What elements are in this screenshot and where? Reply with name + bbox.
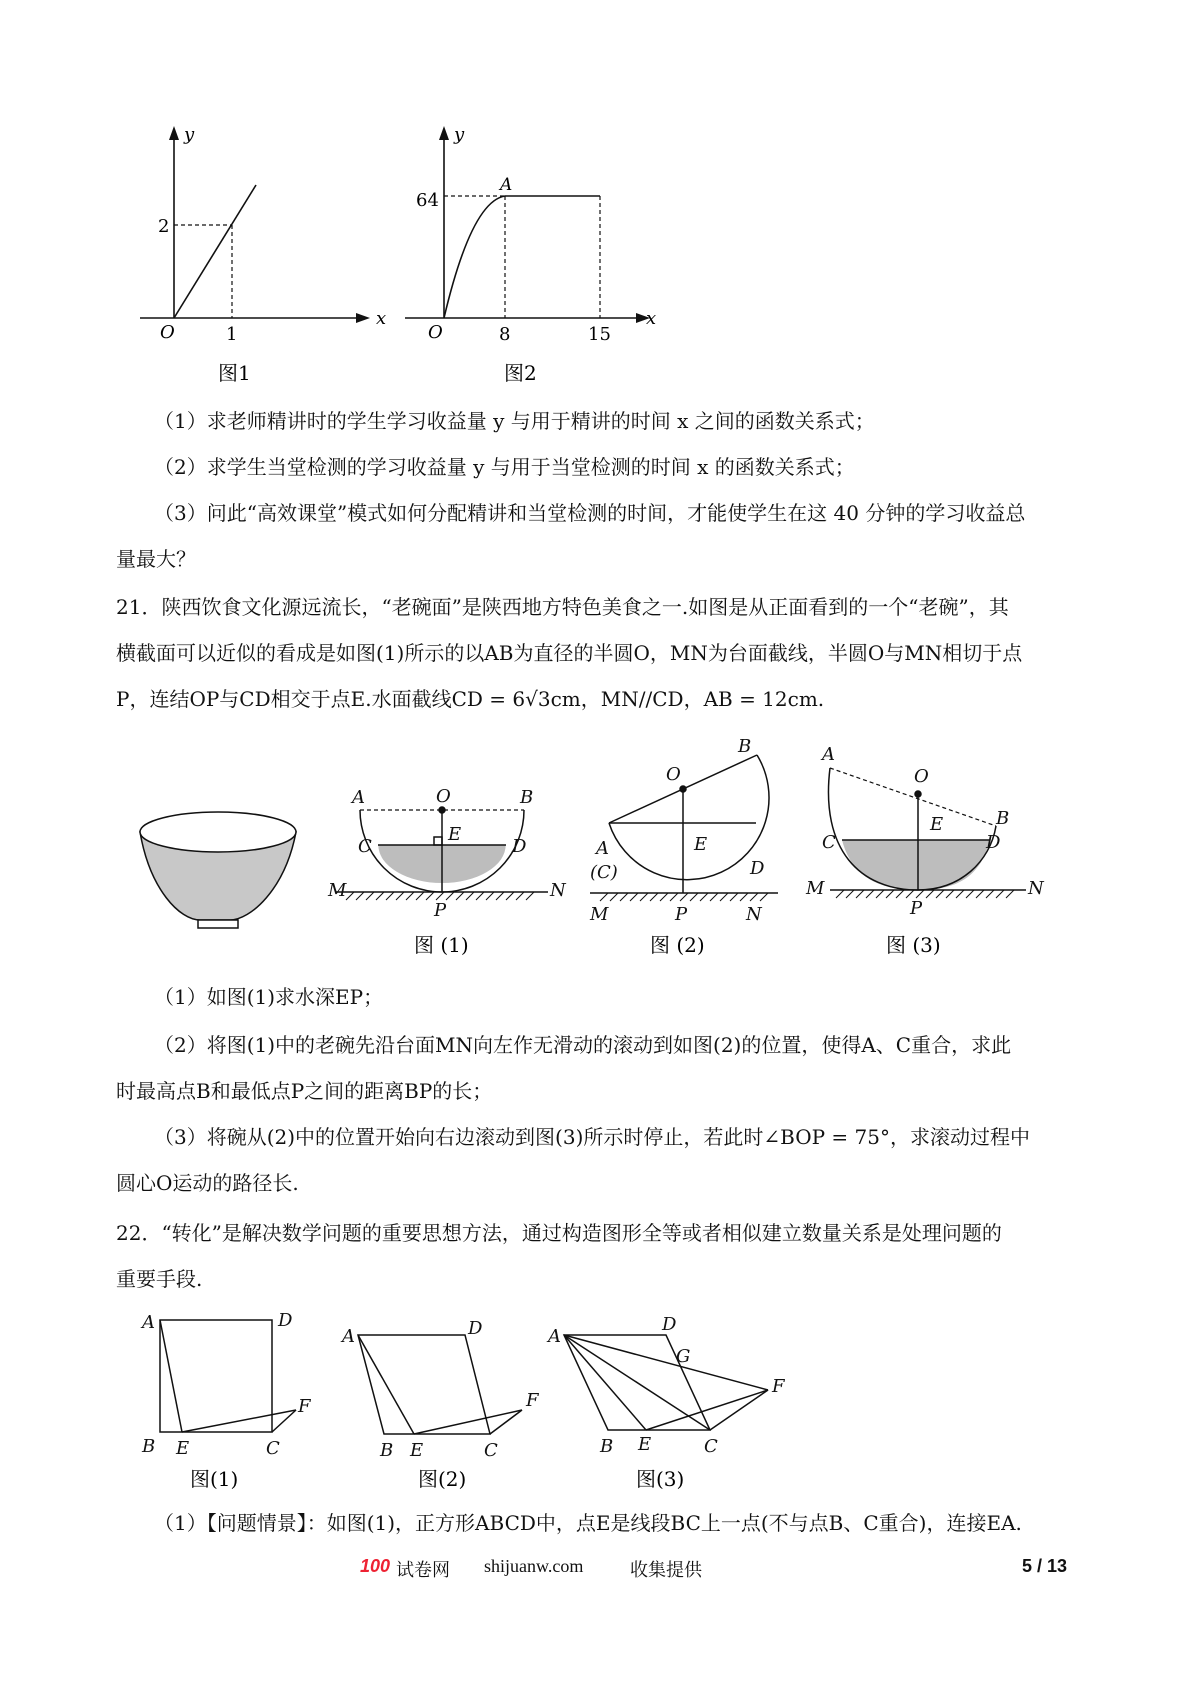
fig2-x-tick-15: 15	[588, 324, 611, 345]
rh-label-C: C	[484, 1440, 498, 1461]
fig2-label-P: P	[675, 904, 688, 925]
square-figure-1	[160, 1320, 296, 1432]
fig3-label-D: D	[986, 832, 1001, 853]
fig1-x-label: x	[376, 308, 387, 329]
bowl-illustration	[140, 812, 296, 928]
fig3-label-N: N	[1028, 878, 1044, 899]
fig2-point-label: A	[500, 175, 513, 195]
footer-site-link[interactable]: shijuanw.com	[484, 1556, 584, 1576]
fig1-label-D: D	[512, 836, 527, 857]
fig2-label-O: O	[666, 764, 681, 785]
pg-label-D: D	[662, 1314, 677, 1335]
geo-caption-3: 图(3)	[636, 1467, 685, 1491]
q21-part3-line2: 圆心O运动的路径长.	[116, 1171, 299, 1195]
q21-part2-line1: （2）将图(1)中的老碗先沿台面MN向左作无滑动的滚动到如图(2)的位置，使得A、C重合，求此	[154, 1033, 1012, 1057]
q21-part2-line2: 时最高点B和最低点P之间的距离BP的长；	[116, 1079, 493, 1103]
fig1-label-O: O	[436, 786, 451, 807]
fig1-label-P: P	[434, 900, 447, 921]
fig1-label-M: M	[328, 880, 347, 901]
footer-brand: 试卷网	[396, 1560, 450, 1580]
bowl-caption-2: 图 (2)	[650, 933, 705, 957]
fig1-x-tick: 1	[226, 324, 238, 345]
geometry-figures	[0, 1300, 1191, 1500]
fig3-label-E: E	[930, 814, 944, 835]
fig2-y-tick: 64	[416, 190, 439, 211]
fig2-origin: O	[428, 322, 443, 343]
fig1-y-tick: 2	[158, 216, 170, 237]
footer-logo: 100	[360, 1556, 391, 1576]
function-graphs	[0, 0, 1191, 400]
sq1-label-E: E	[176, 1438, 190, 1459]
pg-label-G: G	[676, 1346, 691, 1367]
q20-part3-line2: 量最大？	[116, 547, 196, 571]
fig1-y-label: y	[184, 124, 195, 145]
fig2-caption: 图2	[504, 361, 537, 385]
bowl-caption-3: 图 (3)	[886, 933, 941, 957]
fig3-label-A: A	[822, 744, 835, 765]
fig2-y-label: y	[454, 124, 465, 145]
fig1-label-E: E	[448, 824, 462, 845]
fig2-x-tick-8: 8	[499, 324, 511, 345]
fig2-x-label: x	[646, 308, 657, 329]
page-number: 5 / 13	[1022, 1556, 1068, 1576]
fig1-label-A: A	[352, 787, 365, 808]
pg-label-F: F	[772, 1376, 785, 1397]
fig3-label-P: P	[910, 898, 923, 919]
sq1-label-C: C	[266, 1438, 280, 1459]
q22-line1: 22．“转化”是解决数学问题的重要思想方法，通过构造图形全等或者相似建立数量关系是处理问题的	[116, 1221, 1002, 1245]
pg-label-B: B	[600, 1436, 614, 1457]
q22-line2: 重要手段.	[116, 1267, 203, 1291]
q20-part3-line1: （3）问此“高效课堂”模式如何分配精讲和当堂检测的时间，才能使学生在这 40 分钟的学习收益总	[154, 501, 1026, 525]
fig2-label-A: A	[596, 838, 609, 859]
q21-line3: P，连结OP与CD相交于点E.水面截线CD = 6√3cm，MN//CD，AB = 12cm.	[116, 687, 825, 711]
q22-part1: （1）【问题情景】：如图(1)，正方形ABCD中，点E是线段BC上一点(不与点B、C重合)，连接EA.	[154, 1511, 1022, 1535]
rh-label-B: B	[380, 1440, 394, 1461]
fig1-origin: O	[160, 322, 175, 343]
rh-label-F: F	[526, 1390, 539, 1411]
rhombus-figure-2	[358, 1335, 522, 1434]
q21-line1: 21．陕西饮食文化源远流长，“老碗面”是陕西地方特色美食之一.如图是从正面看到的一个“老碗”，其	[116, 595, 1009, 619]
sq1-label-F: F	[298, 1396, 311, 1417]
pg-label-E: E	[638, 1434, 652, 1455]
fig3-label-B: B	[996, 808, 1010, 829]
q21-part1: （1）如图(1)求水深EP；	[154, 985, 384, 1009]
fig2-label-E: E	[694, 834, 708, 855]
sq1-label-B: B	[142, 1436, 156, 1457]
fig3-label-C: C	[822, 832, 836, 853]
geo-caption-2: 图(2)	[418, 1467, 467, 1491]
fig2-label-B: B	[738, 736, 752, 757]
parallelogram-figure-3	[564, 1335, 768, 1430]
pg-label-C: C	[704, 1436, 718, 1457]
fig3-label-O: O	[914, 766, 929, 787]
fig1-label-B: B	[520, 787, 534, 808]
q21-line2: 横截面可以近似的看成是如图(1)所示的以AB为直径的半圆O，MN为台面截线，半圆O与MN相切于点	[116, 641, 1023, 665]
pg-label-A: A	[548, 1326, 561, 1347]
rh-label-A: A	[342, 1326, 355, 1347]
fig1-label-N: N	[550, 880, 566, 901]
fig2-label-N: N	[746, 904, 762, 925]
fig2-label-D: D	[750, 858, 765, 879]
fig1-label-C: C	[358, 836, 372, 857]
graph-figure-1	[140, 126, 370, 323]
fig2-label-M: M	[590, 904, 609, 925]
sq1-label-D: D	[278, 1310, 293, 1331]
geo-caption-1: 图(1)	[190, 1467, 239, 1491]
rh-label-D: D	[468, 1318, 483, 1339]
rh-label-E: E	[410, 1440, 424, 1461]
fig3-label-M: M	[806, 878, 825, 899]
graph-figure-2	[405, 126, 650, 323]
bowl-figures	[0, 730, 1191, 960]
bowl-figure-2	[590, 755, 778, 901]
fig1-caption: 图1	[218, 361, 251, 385]
q21-part3-line1: （3）将碗从(2)中的位置开始向右边滚动到图(3)所示时停止，若此时∠BOP = 75°，求滚动过程中	[154, 1125, 1030, 1149]
bowl-caption-1: 图 (1)	[414, 933, 469, 957]
footer-credit: 收集提供	[630, 1560, 702, 1580]
fig2-label-C: (C)	[590, 862, 618, 883]
q20-part2: （2）求学生当堂检测的学习收益量 y 与用于当堂检测的时间 x 的函数关系式；	[154, 455, 855, 479]
sq1-label-A: A	[142, 1312, 155, 1333]
q20-part1: （1）求老师精讲时的学生学习收益量 y 与用于精讲的时间 x 之间的函数关系式；	[154, 409, 875, 433]
